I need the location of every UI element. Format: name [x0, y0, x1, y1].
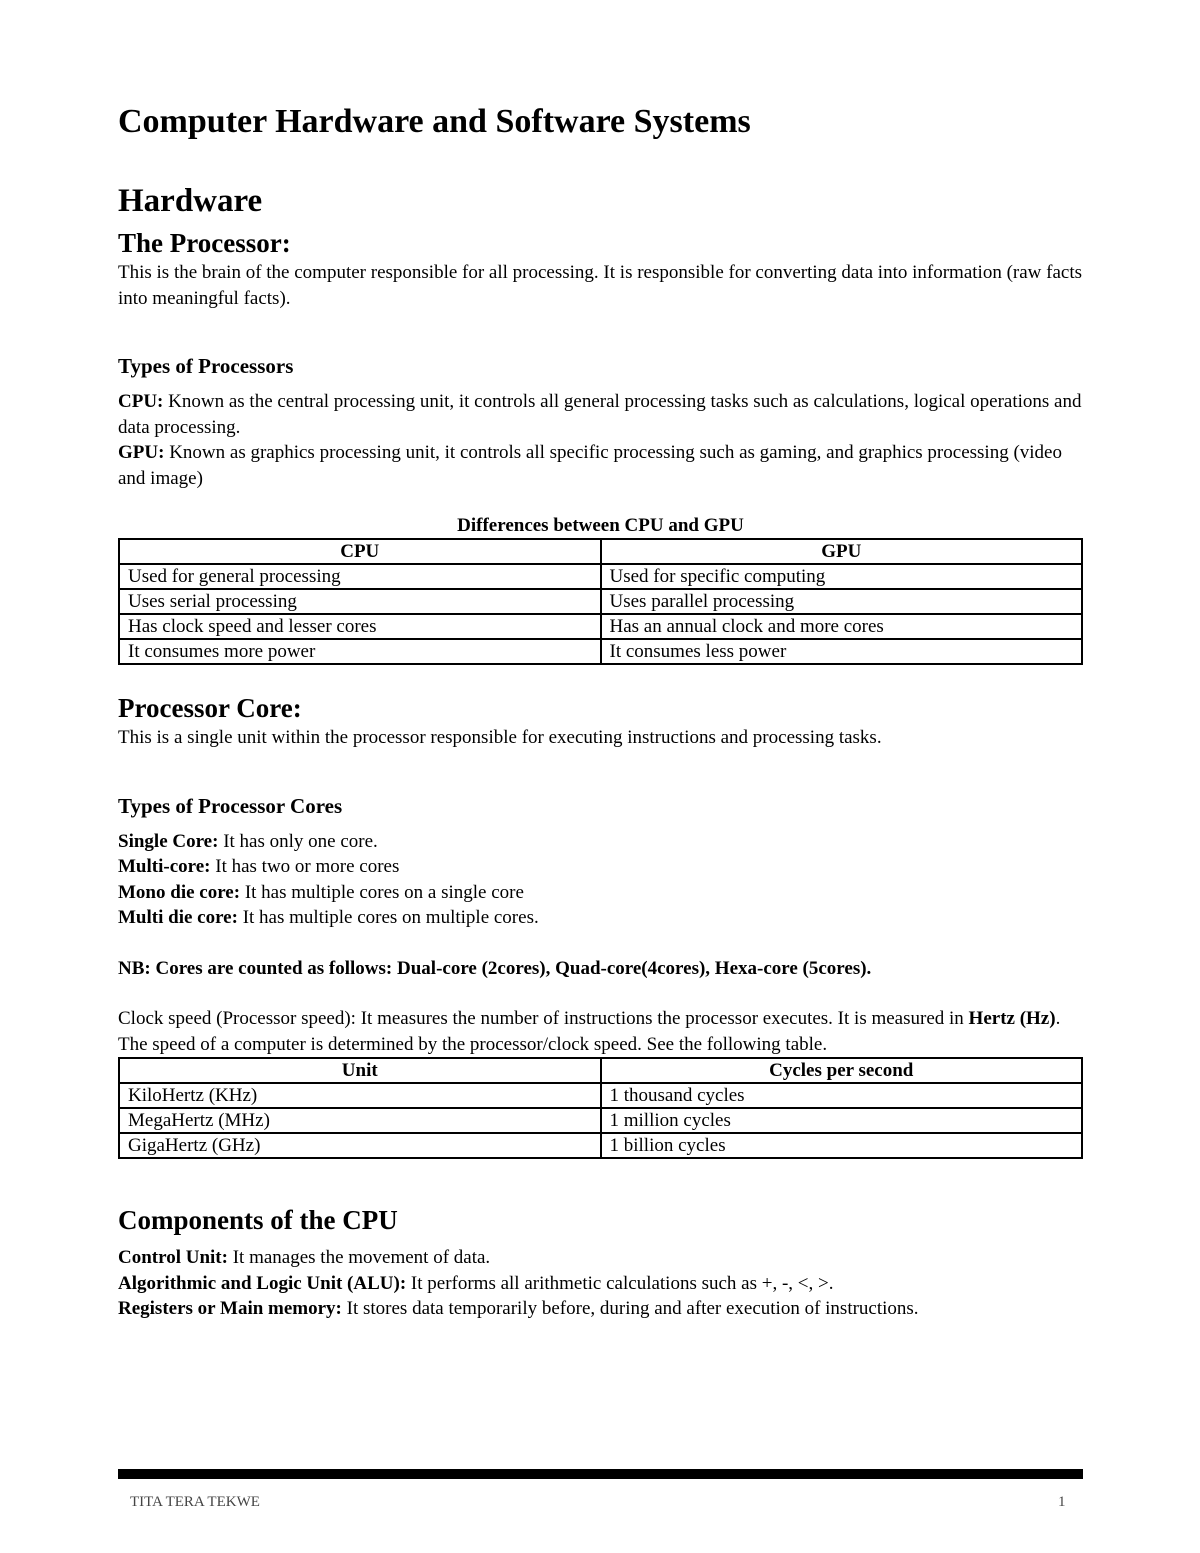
core-type-single [118, 829, 1083, 855]
document-page [118, 100, 1083, 1322]
term-alu: Algorithmic and Logic Unit (ALU): [118, 1272, 407, 1294]
clock-speed-table [118, 1057, 1083, 1159]
core-type-mono-die [118, 880, 1083, 906]
table-cell: 1 billion cycles [601, 1133, 1083, 1158]
table-cell: It consumes more power [119, 639, 601, 664]
processor-heading: The Processor: [118, 228, 291, 258]
types-of-cores-heading: Types of Processor Cores [118, 793, 343, 818]
term-cpu: CPU: [118, 391, 164, 412]
table-cell: MegaHertz (MHz) [119, 1108, 601, 1133]
footer-divider [118, 1469, 1083, 1479]
table-cell: Used for specific computing [601, 564, 1083, 589]
definition-single-core: It has only one core. [218, 830, 378, 852]
processor-type-gpu [118, 440, 1083, 491]
table-row [119, 1108, 1082, 1133]
term-registers: Registers or Main memory: [118, 1298, 342, 1319]
processor-core-heading: Processor Core: [118, 693, 302, 723]
definition-registers: It stores data temporarily before, during and after execution of instructions. [341, 1298, 919, 1319]
term-multi-die-core: Multi die core: [118, 907, 238, 928]
column-header: CPU [119, 539, 601, 564]
table-cell: Uses parallel processing [601, 589, 1083, 614]
table-cell: Uses serial processing [119, 589, 601, 614]
core-type-multi [118, 854, 1083, 880]
term-gpu: GPU: [118, 442, 165, 463]
term-single-core: Single Core: [118, 830, 219, 852]
table-row [119, 1083, 1082, 1108]
table-row [119, 589, 1082, 614]
table-cell: Has an annual clock and more cores [601, 614, 1083, 639]
types-of-processors-heading: Types of Processors [118, 354, 294, 378]
cpu-gpu-table-caption: Differences between CPU and GPU [457, 515, 744, 536]
footer-page-number: 1 [1058, 1494, 1066, 1510]
table-row [119, 639, 1082, 664]
term-control-unit: Control Unit: [118, 1247, 228, 1268]
table-cell: GigaHertz (GHz) [119, 1133, 601, 1158]
cpu-components-heading: Components of the CPU [118, 1205, 398, 1235]
table-cell: Has clock speed and lesser cores [119, 614, 601, 639]
hardware-heading: Hardware [118, 183, 263, 219]
document-title: Computer Hardware and Software Systems [118, 103, 751, 140]
table-cell: 1 thousand cycles [601, 1083, 1083, 1108]
table-row [119, 1133, 1082, 1158]
definition-multi-core: It has two or more cores [210, 856, 400, 877]
component-alu [118, 1271, 1083, 1297]
definition-gpu: Known as graphics processing unit, it controls all specific processing such as gaming, and graphics processing (video and image) [118, 442, 1062, 489]
core-type-multi-die [118, 905, 1083, 931]
column-header: Cycles per second [601, 1058, 1083, 1083]
clock-speed-text-after: . The speed of a computer is determined by the processor/clock speed. See the following table. [118, 1008, 1061, 1055]
component-registers [118, 1296, 1083, 1322]
column-header: Unit [119, 1058, 601, 1083]
cores-count-note: NB: Cores are counted as follows: Dual-core (2cores), Quad-core(4cores), Hexa-core (5cores). [118, 957, 872, 979]
definition-control-unit: It manages the movement of data. [227, 1247, 491, 1268]
table-header-row [119, 1058, 1082, 1083]
definition-multi-die-core: It has multiple cores on multiple cores. [237, 907, 539, 928]
definition-alu: It performs all arithmetic calculations such as +, -, <, >. [406, 1272, 834, 1294]
definition-cpu: Known as the central processing unit, it controls all general processing tasks such as calculations, logical operations and data processing. [118, 391, 1082, 438]
clock-speed-paragraph [118, 1006, 1083, 1057]
clock-speed-unit: Hertz (Hz) [968, 1008, 1056, 1029]
term-multi-core: Multi-core: [118, 856, 211, 877]
processor-description: This is the brain of the computer responsible for all processing. It is responsible for converting data into information (raw facts into meaningful facts). [118, 262, 1082, 309]
table-cell: Used for general processing [119, 564, 601, 589]
footer-author: TITA TERA TEKWE [130, 1494, 260, 1510]
column-header: GPU [601, 539, 1083, 564]
table-cell: It consumes less power [601, 639, 1083, 664]
processor-type-cpu [118, 389, 1083, 440]
table-row [119, 564, 1082, 589]
cpu-gpu-table [118, 538, 1083, 665]
table-cell: KiloHertz (KHz) [119, 1083, 601, 1108]
table-cell: 1 million cycles [601, 1108, 1083, 1133]
definition-mono-die-core: It has multiple cores on a single core [240, 881, 524, 903]
term-mono-die-core: Mono die core: [118, 881, 241, 903]
table-header-row [119, 539, 1082, 564]
processor-core-description: This is a single unit within the processor responsible for executing instructions and processing tasks. [118, 727, 882, 748]
clock-speed-text-before: Clock speed (Processor speed): It measures the number of instructions the processor executes. It is measured in [118, 1008, 969, 1029]
component-control-unit [118, 1245, 1083, 1271]
table-row [119, 614, 1082, 639]
